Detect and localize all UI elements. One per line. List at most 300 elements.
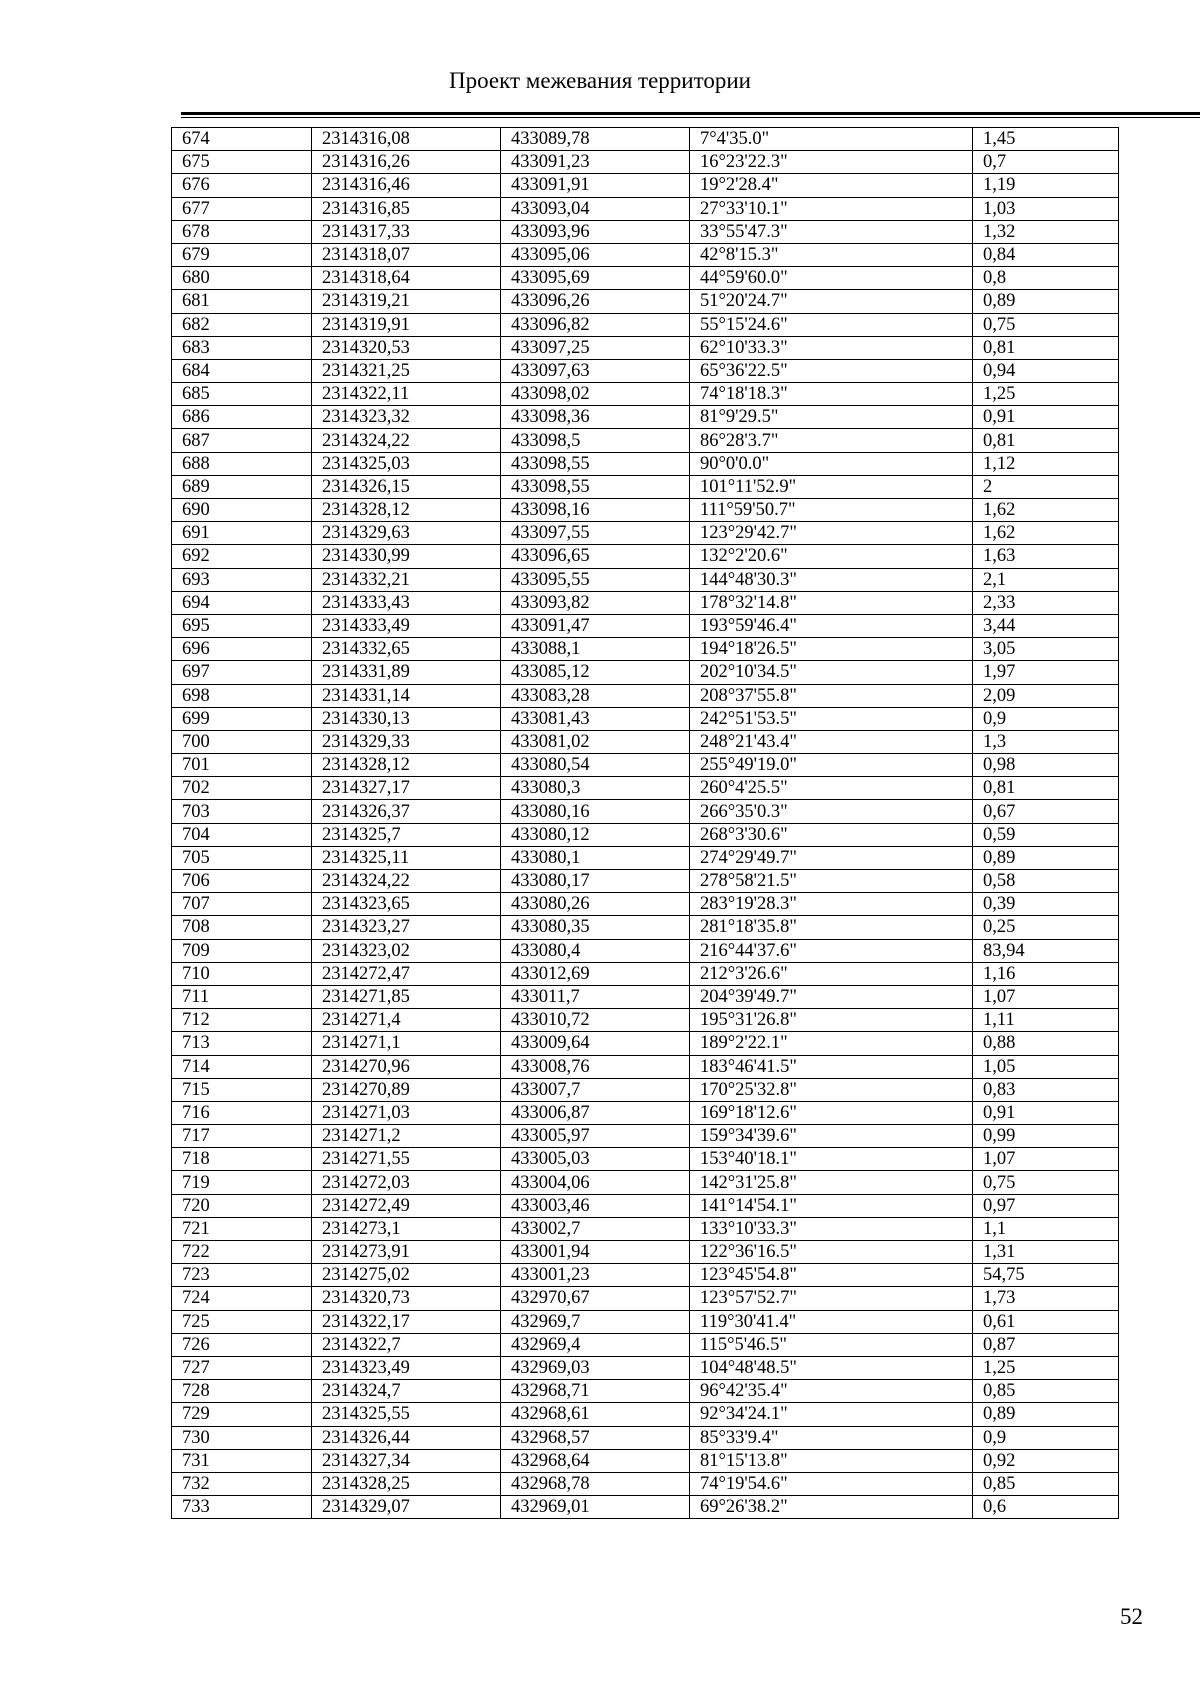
bearing-cell: 123°29'42.7" xyxy=(690,522,973,545)
point-number-cell: 710 xyxy=(172,962,312,985)
y-coordinate-cell: 432968,61 xyxy=(501,1403,690,1426)
y-coordinate-cell: 433080,35 xyxy=(501,916,690,939)
point-number-cell: 704 xyxy=(172,823,312,846)
x-coordinate-cell: 2314325,11 xyxy=(312,846,501,869)
x-coordinate-cell: 2314275,02 xyxy=(312,1264,501,1287)
x-coordinate-cell: 2314332,65 xyxy=(312,638,501,661)
point-number-cell: 729 xyxy=(172,1403,312,1426)
bearing-cell: 74°19'54.6" xyxy=(690,1472,973,1495)
distance-cell: 1,63 xyxy=(973,545,1119,568)
x-coordinate-cell: 2314327,34 xyxy=(312,1449,501,1472)
bearing-cell: 123°57'52.7" xyxy=(690,1287,973,1310)
table-row xyxy=(172,1171,1119,1194)
bearing-cell: 248°21'43.4" xyxy=(690,730,973,753)
distance-cell: 1,19 xyxy=(973,174,1119,197)
point-number-cell: 679 xyxy=(172,243,312,266)
bearing-cell: 278°58'21.5" xyxy=(690,870,973,893)
y-coordinate-cell: 433096,26 xyxy=(501,290,690,313)
distance-cell: 1,25 xyxy=(973,383,1119,406)
distance-cell: 1,31 xyxy=(973,1241,1119,1264)
point-number-cell: 686 xyxy=(172,406,312,429)
x-coordinate-cell: 2314328,12 xyxy=(312,754,501,777)
table-row xyxy=(172,220,1119,243)
y-coordinate-cell: 433095,69 xyxy=(501,267,690,290)
y-coordinate-cell: 433089,78 xyxy=(501,128,690,151)
point-number-cell: 732 xyxy=(172,1472,312,1495)
y-coordinate-cell: 433006,87 xyxy=(501,1101,690,1124)
y-coordinate-cell: 433098,02 xyxy=(501,383,690,406)
y-coordinate-cell: 433098,55 xyxy=(501,452,690,475)
x-coordinate-cell: 2314273,1 xyxy=(312,1217,501,1240)
table-row xyxy=(172,707,1119,730)
table-row xyxy=(172,243,1119,266)
table-row xyxy=(172,1125,1119,1148)
table-row xyxy=(172,1009,1119,1032)
table-row xyxy=(172,522,1119,545)
point-number-cell: 692 xyxy=(172,545,312,568)
distance-cell: 0,85 xyxy=(973,1380,1119,1403)
point-number-cell: 685 xyxy=(172,383,312,406)
bearing-cell: 104°48'48.5" xyxy=(690,1356,973,1379)
coordinates-table-body xyxy=(172,128,1119,1519)
point-number-cell: 731 xyxy=(172,1449,312,1472)
table-row xyxy=(172,638,1119,661)
table-row xyxy=(172,1194,1119,1217)
distance-cell: 0,92 xyxy=(973,1449,1119,1472)
table-row xyxy=(172,151,1119,174)
distance-cell: 0,9 xyxy=(973,707,1119,730)
point-number-cell: 718 xyxy=(172,1148,312,1171)
x-coordinate-cell: 2314329,63 xyxy=(312,522,501,545)
point-number-cell: 694 xyxy=(172,591,312,614)
bearing-cell: 44°59'60.0" xyxy=(690,267,973,290)
y-coordinate-cell: 433091,91 xyxy=(501,174,690,197)
x-coordinate-cell: 2314328,25 xyxy=(312,1472,501,1495)
distance-cell: 2,09 xyxy=(973,684,1119,707)
x-coordinate-cell: 2314326,44 xyxy=(312,1426,501,1449)
y-coordinate-cell: 433085,12 xyxy=(501,661,690,684)
distance-cell: 0,99 xyxy=(973,1125,1119,1148)
x-coordinate-cell: 2314329,07 xyxy=(312,1496,501,1519)
y-coordinate-cell: 433097,55 xyxy=(501,522,690,545)
distance-cell: 0,83 xyxy=(973,1078,1119,1101)
point-number-cell: 698 xyxy=(172,684,312,707)
y-coordinate-cell: 433098,5 xyxy=(501,429,690,452)
y-coordinate-cell: 433080,54 xyxy=(501,754,690,777)
x-coordinate-cell: 2314316,08 xyxy=(312,128,501,151)
bearing-cell: 202°10'34.5" xyxy=(690,661,973,684)
table-row xyxy=(172,1356,1119,1379)
point-number-cell: 687 xyxy=(172,429,312,452)
point-number-cell: 712 xyxy=(172,1009,312,1032)
y-coordinate-cell: 433004,06 xyxy=(501,1171,690,1194)
distance-cell: 1,62 xyxy=(973,522,1119,545)
distance-cell: 0,59 xyxy=(973,823,1119,846)
bearing-cell: 216°44'37.6" xyxy=(690,939,973,962)
point-number-cell: 677 xyxy=(172,197,312,220)
y-coordinate-cell: 433002,7 xyxy=(501,1217,690,1240)
point-number-cell: 674 xyxy=(172,128,312,151)
table-row xyxy=(172,1078,1119,1101)
bearing-cell: 92°34'24.1" xyxy=(690,1403,973,1426)
bearing-cell: 42°8'15.3" xyxy=(690,243,973,266)
x-coordinate-cell: 2314316,85 xyxy=(312,197,501,220)
y-coordinate-cell: 433009,64 xyxy=(501,1032,690,1055)
table-row xyxy=(172,962,1119,985)
x-coordinate-cell: 2314273,91 xyxy=(312,1241,501,1264)
point-number-cell: 714 xyxy=(172,1055,312,1078)
table-row xyxy=(172,754,1119,777)
bearing-cell: 178°32'14.8" xyxy=(690,591,973,614)
point-number-cell: 689 xyxy=(172,475,312,498)
bearing-cell: 101°11'52.9" xyxy=(690,475,973,498)
bearing-cell: 19°2'28.4" xyxy=(690,174,973,197)
x-coordinate-cell: 2314323,32 xyxy=(312,406,501,429)
point-number-cell: 688 xyxy=(172,452,312,475)
distance-cell: 3,05 xyxy=(973,638,1119,661)
point-number-cell: 713 xyxy=(172,1032,312,1055)
table-row xyxy=(172,383,1119,406)
x-coordinate-cell: 2314324,22 xyxy=(312,870,501,893)
bearing-cell: 16°23'22.3" xyxy=(690,151,973,174)
distance-cell: 1,73 xyxy=(973,1287,1119,1310)
bearing-cell: 169°18'12.6" xyxy=(690,1101,973,1124)
x-coordinate-cell: 2314318,07 xyxy=(312,243,501,266)
table-row xyxy=(172,777,1119,800)
distance-cell: 1,11 xyxy=(973,1009,1119,1032)
distance-cell: 1,3 xyxy=(973,730,1119,753)
distance-cell: 0,25 xyxy=(973,916,1119,939)
table-row xyxy=(172,290,1119,313)
bearing-cell: 119°30'41.4" xyxy=(690,1310,973,1333)
point-number-cell: 730 xyxy=(172,1426,312,1449)
y-coordinate-cell: 433012,69 xyxy=(501,962,690,985)
point-number-cell: 728 xyxy=(172,1380,312,1403)
y-coordinate-cell: 433093,96 xyxy=(501,220,690,243)
x-coordinate-cell: 2314330,99 xyxy=(312,545,501,568)
x-coordinate-cell: 2314325,7 xyxy=(312,823,501,846)
x-coordinate-cell: 2314326,37 xyxy=(312,800,501,823)
table-row xyxy=(172,1287,1119,1310)
y-coordinate-cell: 433007,7 xyxy=(501,1078,690,1101)
bearing-cell: 204°39'49.7" xyxy=(690,985,973,1008)
table-row xyxy=(172,1380,1119,1403)
y-coordinate-cell: 432969,03 xyxy=(501,1356,690,1379)
point-number-cell: 684 xyxy=(172,359,312,382)
x-coordinate-cell: 2314272,03 xyxy=(312,1171,501,1194)
table-row xyxy=(172,1055,1119,1078)
y-coordinate-cell: 433011,7 xyxy=(501,985,690,1008)
x-coordinate-cell: 2314271,4 xyxy=(312,1009,501,1032)
distance-cell: 0,39 xyxy=(973,893,1119,916)
x-coordinate-cell: 2314271,85 xyxy=(312,985,501,1008)
bearing-cell: 65°36'22.5" xyxy=(690,359,973,382)
bearing-cell: 144°48'30.3" xyxy=(690,568,973,591)
y-coordinate-cell: 433081,02 xyxy=(501,730,690,753)
y-coordinate-cell: 433080,4 xyxy=(501,939,690,962)
bearing-cell: 283°19'28.3" xyxy=(690,893,973,916)
y-coordinate-cell: 433001,23 xyxy=(501,1264,690,1287)
distance-cell: 1,07 xyxy=(973,1148,1119,1171)
table-row xyxy=(172,174,1119,197)
page-number: 52 xyxy=(1120,1604,1143,1629)
x-coordinate-cell: 2314322,17 xyxy=(312,1310,501,1333)
distance-cell: 0,81 xyxy=(973,336,1119,359)
table-row xyxy=(172,452,1119,475)
table-row xyxy=(172,916,1119,939)
distance-cell: 0,84 xyxy=(973,243,1119,266)
y-coordinate-cell: 433095,55 xyxy=(501,568,690,591)
x-coordinate-cell: 2314326,15 xyxy=(312,475,501,498)
x-coordinate-cell: 2314321,25 xyxy=(312,359,501,382)
bearing-cell: 159°34'39.6" xyxy=(690,1125,973,1148)
x-coordinate-cell: 2314322,7 xyxy=(312,1333,501,1356)
distance-cell: 0,98 xyxy=(973,754,1119,777)
table-row xyxy=(172,800,1119,823)
table-row xyxy=(172,893,1119,916)
distance-cell: 0,67 xyxy=(973,800,1119,823)
distance-cell: 0,75 xyxy=(973,313,1119,336)
table-row xyxy=(172,1449,1119,1472)
x-coordinate-cell: 2314327,17 xyxy=(312,777,501,800)
distance-cell: 0,88 xyxy=(973,1032,1119,1055)
point-number-cell: 720 xyxy=(172,1194,312,1217)
bearing-cell: 81°9'29.5" xyxy=(690,406,973,429)
x-coordinate-cell: 2314316,46 xyxy=(312,174,501,197)
x-coordinate-cell: 2314270,96 xyxy=(312,1055,501,1078)
distance-cell: 2,33 xyxy=(973,591,1119,614)
y-coordinate-cell: 433096,82 xyxy=(501,313,690,336)
y-coordinate-cell: 433005,97 xyxy=(501,1125,690,1148)
point-number-cell: 717 xyxy=(172,1125,312,1148)
bearing-cell: 86°28'3.7" xyxy=(690,429,973,452)
table-row xyxy=(172,267,1119,290)
bearing-cell: 212°3'26.6" xyxy=(690,962,973,985)
point-number-cell: 697 xyxy=(172,661,312,684)
y-coordinate-cell: 433083,28 xyxy=(501,684,690,707)
x-coordinate-cell: 2314325,55 xyxy=(312,1403,501,1426)
table-row xyxy=(172,1241,1119,1264)
point-number-cell: 706 xyxy=(172,870,312,893)
bearing-cell: 208°37'55.8" xyxy=(690,684,973,707)
bearing-cell: 132°2'20.6" xyxy=(690,545,973,568)
y-coordinate-cell: 433095,06 xyxy=(501,243,690,266)
y-coordinate-cell: 433005,03 xyxy=(501,1148,690,1171)
distance-cell: 0,7 xyxy=(973,151,1119,174)
bearing-cell: 193°59'46.4" xyxy=(690,614,973,637)
y-coordinate-cell: 433093,82 xyxy=(501,591,690,614)
point-number-cell: 675 xyxy=(172,151,312,174)
bearing-cell: 55°15'24.6" xyxy=(690,313,973,336)
table-row xyxy=(172,568,1119,591)
point-number-cell: 690 xyxy=(172,499,312,522)
distance-cell: 0,89 xyxy=(973,846,1119,869)
point-number-cell: 711 xyxy=(172,985,312,1008)
y-coordinate-cell: 433080,16 xyxy=(501,800,690,823)
x-coordinate-cell: 2314323,49 xyxy=(312,1356,501,1379)
point-number-cell: 682 xyxy=(172,313,312,336)
distance-cell: 1,1 xyxy=(973,1217,1119,1240)
point-number-cell: 693 xyxy=(172,568,312,591)
bearing-cell: 51°20'24.7" xyxy=(690,290,973,313)
y-coordinate-cell: 433081,43 xyxy=(501,707,690,730)
x-coordinate-cell: 2314271,55 xyxy=(312,1148,501,1171)
bearing-cell: 85°33'9.4" xyxy=(690,1426,973,1449)
bearing-cell: 170°25'32.8" xyxy=(690,1078,973,1101)
distance-cell: 54,75 xyxy=(973,1264,1119,1287)
table-row xyxy=(172,406,1119,429)
table-row xyxy=(172,1426,1119,1449)
x-coordinate-cell: 2314319,91 xyxy=(312,313,501,336)
table-row xyxy=(172,614,1119,637)
y-coordinate-cell: 432968,71 xyxy=(501,1380,690,1403)
point-number-cell: 723 xyxy=(172,1264,312,1287)
point-number-cell: 708 xyxy=(172,916,312,939)
table-row xyxy=(172,985,1119,1008)
x-coordinate-cell: 2314319,21 xyxy=(312,290,501,313)
distance-cell: 0,9 xyxy=(973,1426,1119,1449)
header-rule-thick xyxy=(181,112,1200,115)
y-coordinate-cell: 433010,72 xyxy=(501,1009,690,1032)
distance-cell: 1,25 xyxy=(973,1356,1119,1379)
distance-cell: 83,94 xyxy=(973,939,1119,962)
x-coordinate-cell: 2314272,49 xyxy=(312,1194,501,1217)
distance-cell: 1,97 xyxy=(973,661,1119,684)
x-coordinate-cell: 2314333,49 xyxy=(312,614,501,637)
bearing-cell: 69°26'38.2" xyxy=(690,1496,973,1519)
table-row xyxy=(172,939,1119,962)
table-row xyxy=(172,730,1119,753)
table-row xyxy=(172,1148,1119,1171)
y-coordinate-cell: 433098,55 xyxy=(501,475,690,498)
y-coordinate-cell: 433097,25 xyxy=(501,336,690,359)
x-coordinate-cell: 2314320,73 xyxy=(312,1287,501,1310)
distance-cell: 0,81 xyxy=(973,777,1119,800)
x-coordinate-cell: 2314330,13 xyxy=(312,707,501,730)
y-coordinate-cell: 433008,76 xyxy=(501,1055,690,1078)
table-row xyxy=(172,1310,1119,1333)
bearing-cell: 123°45'54.8" xyxy=(690,1264,973,1287)
page-title: Проект межевания территории xyxy=(449,68,751,93)
distance-cell: 2,1 xyxy=(973,568,1119,591)
bearing-cell: 268°3'30.6" xyxy=(690,823,973,846)
y-coordinate-cell: 432968,57 xyxy=(501,1426,690,1449)
table-row xyxy=(172,1472,1119,1495)
y-coordinate-cell: 433091,23 xyxy=(501,151,690,174)
y-coordinate-cell: 433003,46 xyxy=(501,1194,690,1217)
x-coordinate-cell: 2314322,11 xyxy=(312,383,501,406)
point-number-cell: 722 xyxy=(172,1241,312,1264)
bearing-cell: 141°14'54.1" xyxy=(690,1194,973,1217)
y-coordinate-cell: 433088,1 xyxy=(501,638,690,661)
distance-cell: 0,91 xyxy=(973,1101,1119,1124)
point-number-cell: 709 xyxy=(172,939,312,962)
bearing-cell: 260°4'25.5" xyxy=(690,777,973,800)
table-row xyxy=(172,1264,1119,1287)
x-coordinate-cell: 2314271,1 xyxy=(312,1032,501,1055)
point-number-cell: 683 xyxy=(172,336,312,359)
bearing-cell: 153°40'18.1" xyxy=(690,1148,973,1171)
point-number-cell: 701 xyxy=(172,754,312,777)
x-coordinate-cell: 2314316,26 xyxy=(312,151,501,174)
x-coordinate-cell: 2314331,89 xyxy=(312,661,501,684)
table-row xyxy=(172,1333,1119,1356)
x-coordinate-cell: 2314331,14 xyxy=(312,684,501,707)
bearing-cell: 33°55'47.3" xyxy=(690,220,973,243)
table-row xyxy=(172,336,1119,359)
point-number-cell: 726 xyxy=(172,1333,312,1356)
coordinates-table xyxy=(171,127,1119,1519)
bearing-cell: 122°36'16.5" xyxy=(690,1241,973,1264)
distance-cell: 0,97 xyxy=(973,1194,1119,1217)
distance-cell: 1,32 xyxy=(973,220,1119,243)
bearing-cell: 133°10'33.3" xyxy=(690,1217,973,1240)
bearing-cell: 74°18'18.3" xyxy=(690,383,973,406)
bearing-cell: 96°42'35.4" xyxy=(690,1380,973,1403)
y-coordinate-cell: 432968,64 xyxy=(501,1449,690,1472)
x-coordinate-cell: 2314271,03 xyxy=(312,1101,501,1124)
y-coordinate-cell: 433080,3 xyxy=(501,777,690,800)
y-coordinate-cell: 432969,01 xyxy=(501,1496,690,1519)
table-row xyxy=(172,313,1119,336)
distance-cell: 0,8 xyxy=(973,267,1119,290)
point-number-cell: 699 xyxy=(172,707,312,730)
distance-cell: 0,91 xyxy=(973,406,1119,429)
bearing-cell: 183°46'41.5" xyxy=(690,1055,973,1078)
bearing-cell: 255°49'19.0" xyxy=(690,754,973,777)
y-coordinate-cell: 433080,26 xyxy=(501,893,690,916)
table-row xyxy=(172,359,1119,382)
bearing-cell: 62°10'33.3" xyxy=(690,336,973,359)
point-number-cell: 678 xyxy=(172,220,312,243)
y-coordinate-cell: 433001,94 xyxy=(501,1241,690,1264)
point-number-cell: 719 xyxy=(172,1171,312,1194)
y-coordinate-cell: 433091,47 xyxy=(501,614,690,637)
y-coordinate-cell: 433080,1 xyxy=(501,846,690,869)
point-number-cell: 703 xyxy=(172,800,312,823)
point-number-cell: 707 xyxy=(172,893,312,916)
point-number-cell: 724 xyxy=(172,1287,312,1310)
table-row xyxy=(172,429,1119,452)
distance-cell: 1,03 xyxy=(973,197,1119,220)
x-coordinate-cell: 2314323,27 xyxy=(312,916,501,939)
distance-cell: 0,89 xyxy=(973,1403,1119,1426)
distance-cell: 1,12 xyxy=(973,452,1119,475)
bearing-cell: 7°4'35.0" xyxy=(690,128,973,151)
distance-cell: 0,87 xyxy=(973,1333,1119,1356)
x-coordinate-cell: 2314270,89 xyxy=(312,1078,501,1101)
distance-cell: 0,58 xyxy=(973,870,1119,893)
point-number-cell: 733 xyxy=(172,1496,312,1519)
x-coordinate-cell: 2314325,03 xyxy=(312,452,501,475)
distance-cell: 2 xyxy=(973,475,1119,498)
distance-cell: 0,75 xyxy=(973,1171,1119,1194)
point-number-cell: 725 xyxy=(172,1310,312,1333)
x-coordinate-cell: 2314272,47 xyxy=(312,962,501,985)
y-coordinate-cell: 433093,04 xyxy=(501,197,690,220)
x-coordinate-cell: 2314318,64 xyxy=(312,267,501,290)
y-coordinate-cell: 432968,78 xyxy=(501,1472,690,1495)
x-coordinate-cell: 2314320,53 xyxy=(312,336,501,359)
x-coordinate-cell: 2314332,21 xyxy=(312,568,501,591)
y-coordinate-cell: 433098,16 xyxy=(501,499,690,522)
point-number-cell: 716 xyxy=(172,1101,312,1124)
y-coordinate-cell: 433096,65 xyxy=(501,545,690,568)
bearing-cell: 189°2'22.1" xyxy=(690,1032,973,1055)
x-coordinate-cell: 2314324,22 xyxy=(312,429,501,452)
bearing-cell: 195°31'26.8" xyxy=(690,1009,973,1032)
distance-cell: 1,62 xyxy=(973,499,1119,522)
